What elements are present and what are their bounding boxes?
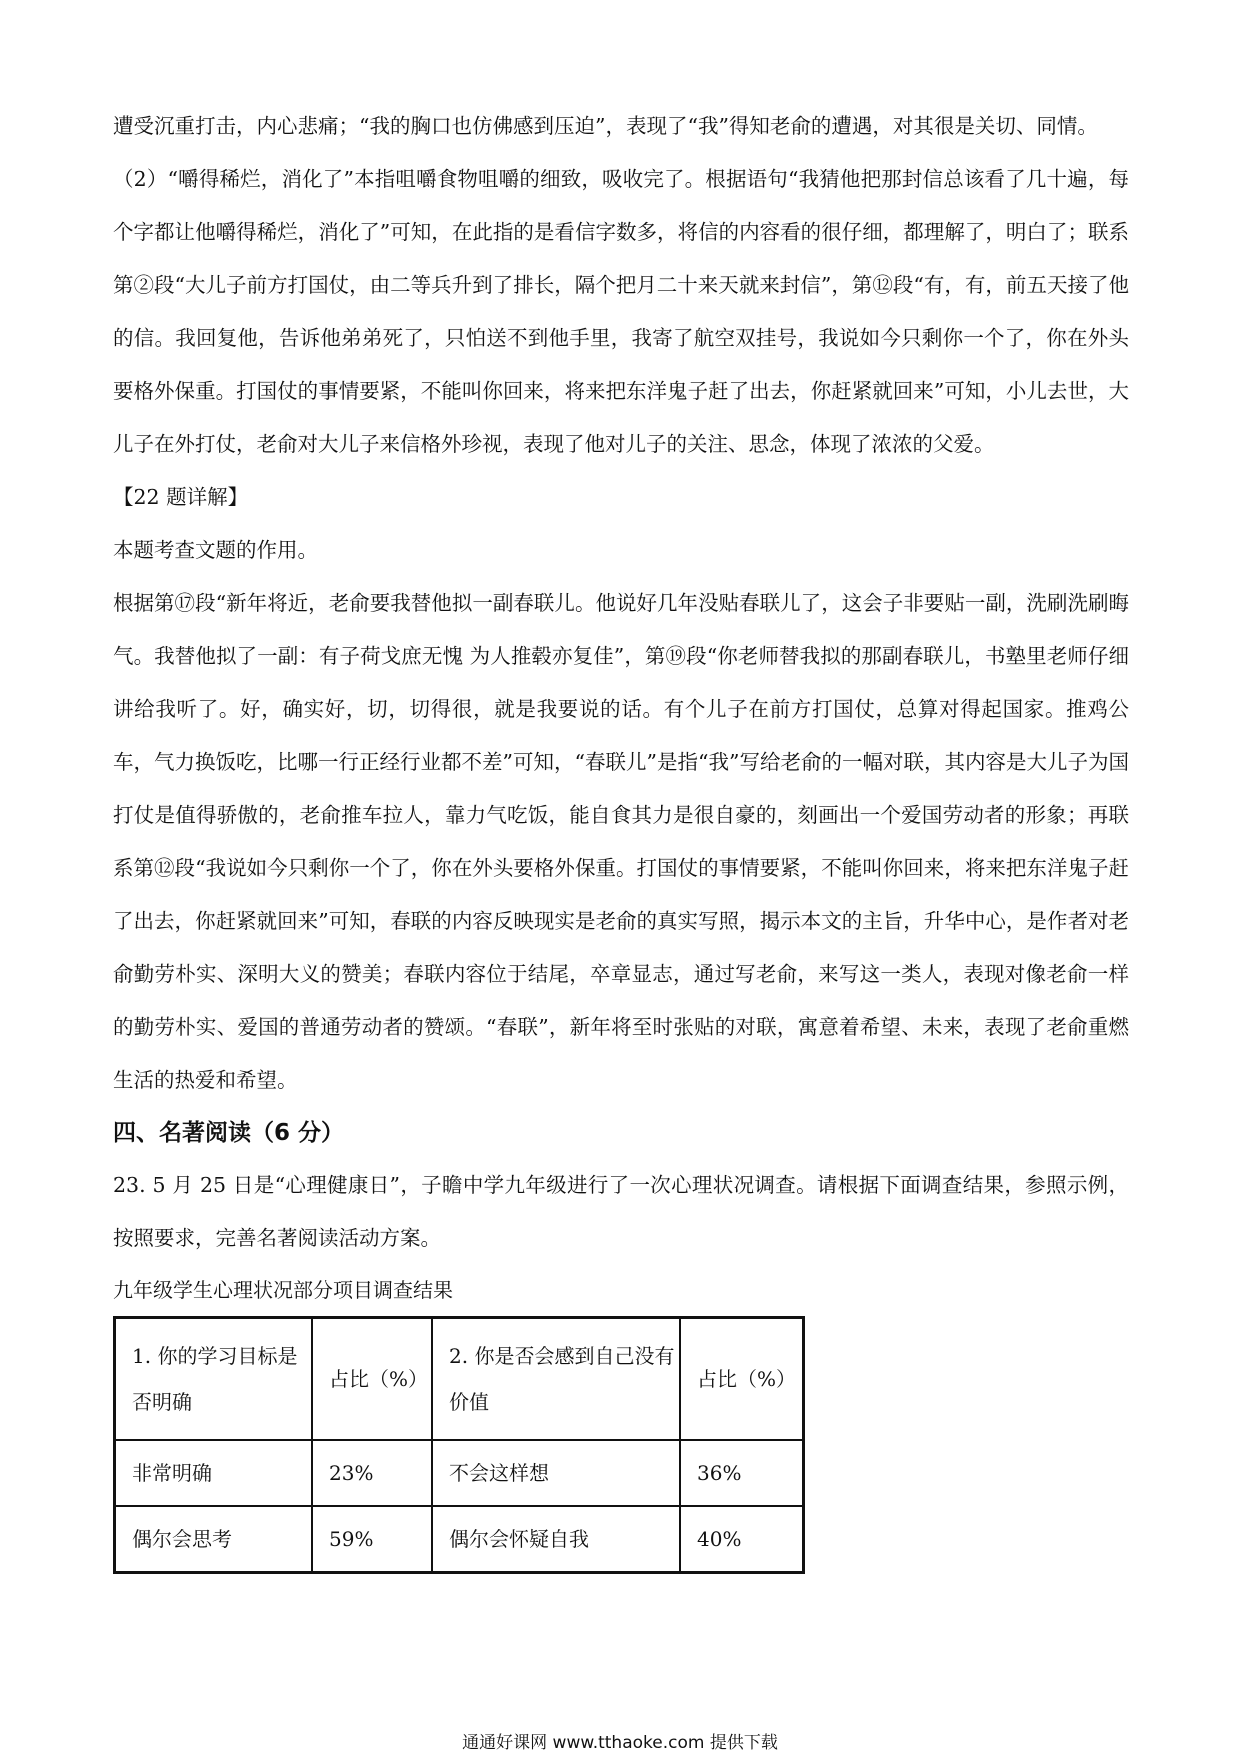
question-23: 23. 5 月 25 日是“心理健康日”，子瞻中学九年级进行了一次心理状况调查。请根据下面调查结果，参照示例，按照要求，完善名著阅读活动方案。 [113,1173,1129,1250]
table-cell: 非常明确 [115,1440,313,1506]
table-cell: 23% [312,1440,432,1506]
paragraph-2: （2）“嚼得稀烂，消化了”本指咀嚼食物咀嚼的细致，吸收完了。根据语句“我猜他把那封信总该看了几十遍，每个字都让他嚼得稀烂，消化了”可知，在此指的是看信字数多，将信的内容看的很仔细，都理解了，明白了；联系第②段“大儿子前方打国仗，由二等兵升到了排长，隔个把月二十来天就来封信”，第⑫段“有，有，前五天接了他的信。我回复他，告诉他弟弟死了，只怕送不到他手里，我寄了航空双挂号，我说如今只剩你一个了，你在外头要格外保重。打国仗的事情要紧，不能叫你回来，将来把东洋鬼子赶了出去，你赶紧就回来”可知，小儿去世，大儿子在外打仗，老俞对大儿子来信格外珍视，表现了他对儿子的关注、思念，体现了浓浓的父爱。 [113,167,1129,456]
answer-22-heading: 【22 题详解】 [113,485,249,509]
document-body [113,100,1129,1315]
table-cell: 59% [312,1506,432,1573]
table-cell: 偶尔会怀疑自我 [432,1506,680,1573]
survey-table [113,1316,805,1574]
table-row [115,1440,804,1506]
table-cell: 不会这样想 [432,1440,680,1506]
table-header-cell: 占比（%） [680,1318,804,1441]
table-cell: 40% [680,1506,804,1573]
paragraph-1: 遭受沉重打击，内心悲痛；“我的胸口也仿佛感到压迫”，表现了“我”得知老俞的遭遇，对其很是关切、同情。 [113,114,1098,138]
table-header-row [115,1318,804,1441]
page-footer: 通通好课网 www.tthaoke.com 提供下载 [462,1733,778,1753]
section-heading: 四、名著阅读（6 分） [113,1120,345,1146]
table-caption: 九年级学生心理状况部分项目调查结果 [113,1278,453,1302]
answer-22-body: 根据第⑰段“新年将近，老俞要我替他拟一副春联儿。他说好几年没贴春联儿了，这会子非要贴一副，洗刷洗刷晦气。我替他拟了一副：有子荷戈庶无愧 为人推毂亦复佳”，第⑲段“你老师替我拟的那副春联儿，书塾里老师仔细讲给我听了。好，确实好，切，切得很，就是我要说的话。有个儿子在前方打国仗，总算对得起国家。推鸡公车，气力换饭吃，比哪一行正经行业都不差”可知，“春联儿”是指“我”写给老俞的一幅对联，其内容是大儿子为国打仗是值得骄傲的，老俞推车拉人，靠力气吃饭，能自食其力是很自豪的，刻画出一个爱国劳动者的形象；再联系第⑫段“我说如今只剩你一个了，你在外头要格外保重。打国仗的事情要紧，不能叫你回来，将来把东洋鬼子赶了出去，你赶紧就回来”可知，春联的内容反映现实是老俞的真实写照，揭示本文的主旨，升华中心，是作者对老俞勤劳朴实、深明大义的赞美；春联内容位于结尾，卒章显志，通过写老俞，来写这一类人，表现对像老俞一样的勤劳朴实、爱国的普通劳动者的赞颂。“春联”，新年将至时张贴的对联，寓意着希望、未来，表现了老俞重燃生活的热爱和希望。 [113,591,1129,1092]
table-header-cell: 1. 你的学习目标是否明确 [115,1318,313,1441]
table-header-cell: 2. 你是否会感到自己没有价值 [432,1318,680,1441]
table-cell: 偶尔会思考 [115,1506,313,1573]
table-header-cell: 占比（%） [312,1318,432,1441]
answer-22-intro: 本题考查文题的作用。 [113,538,318,562]
table-row [115,1506,804,1573]
table-cell: 36% [680,1440,804,1506]
